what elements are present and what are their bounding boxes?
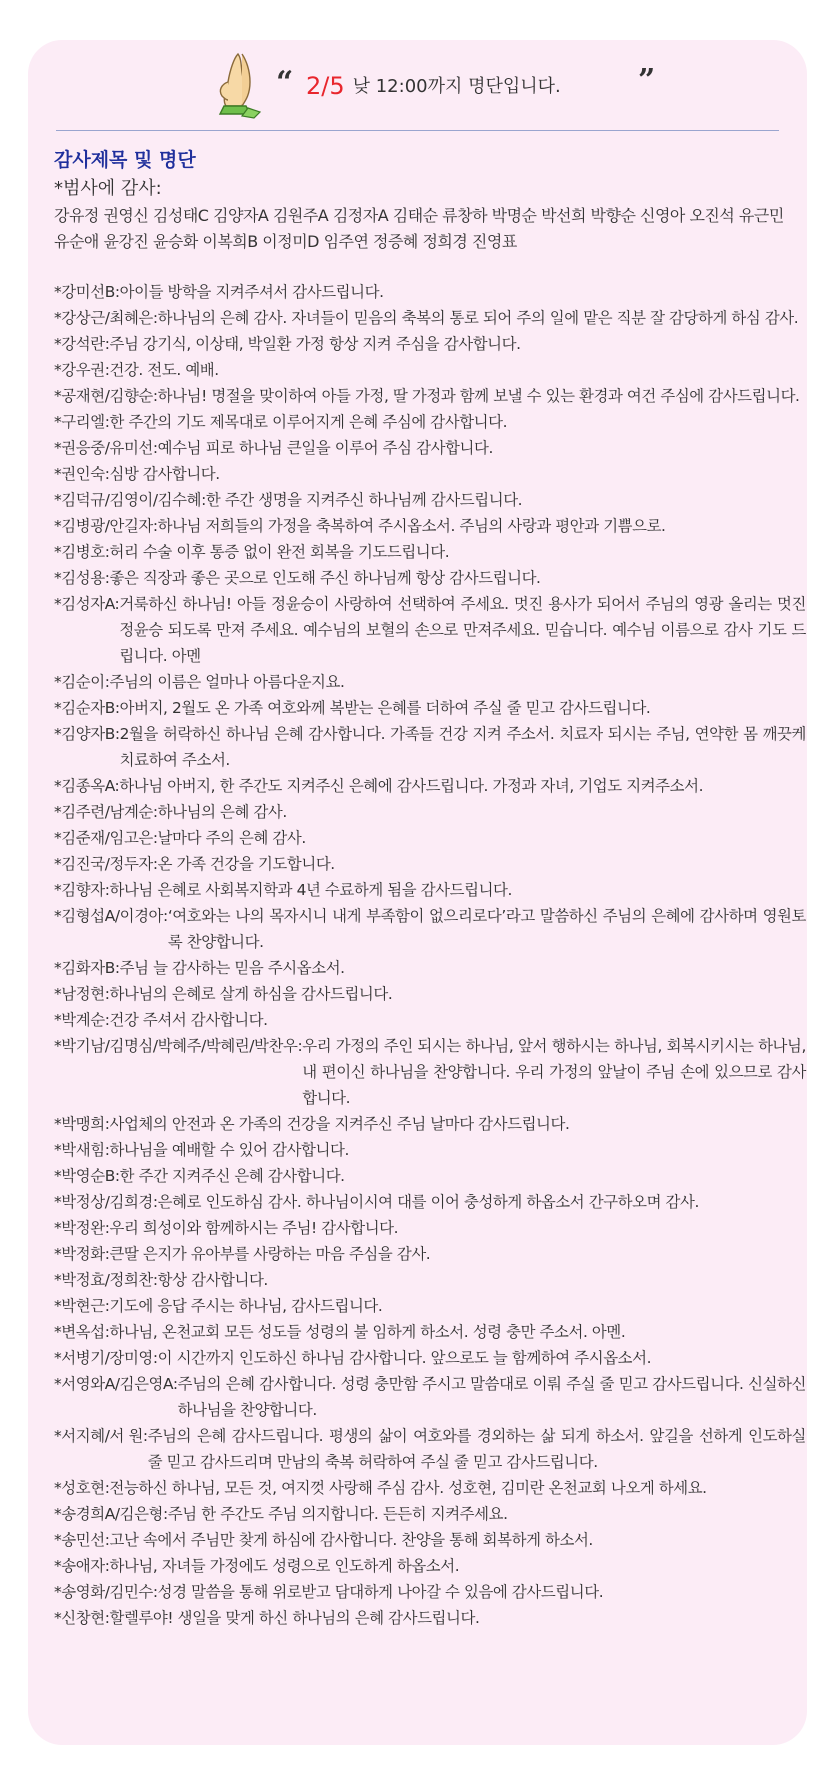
thanks-entry xyxy=(54,591,806,669)
thanks-entry xyxy=(54,1293,806,1319)
thanks-entry xyxy=(54,1553,806,1579)
entry-message: ‘여호와는 나의 목자시니 내게 부족함이 없으리로다’라고 말씀하신 주님의 은혜에 감사하며 영원토록 찬양합니다. xyxy=(167,907,806,951)
entry-message: 건강. 전도. 예배. xyxy=(109,361,219,379)
thanks-entry-list xyxy=(54,279,806,1631)
entry-message: 큰딸 은지가 유아부를 사랑하는 마음 주심을 감사. xyxy=(109,1245,431,1263)
entry-names: *공재현/김향순: xyxy=(54,387,158,405)
thanks-entry xyxy=(54,539,806,565)
entry-names: *변옥섭: xyxy=(54,1323,110,1341)
entry-names: *김형섭A/이경아: xyxy=(54,907,168,925)
names-line: 유순애 윤강진 윤승화 이복희B 이정미D 임주연 정증혜 정희경 진영표 xyxy=(54,232,517,251)
thanks-entry xyxy=(54,1189,806,1215)
entry-message: 주님 한 주간도 주님 의지합니다. 든든히 지켜주세요. xyxy=(167,1505,508,1523)
entry-message: 전능하신 하나님, 모든 것, 여지껏 사랑해 주심 감사. 성호현, 김미란 온천교회 나오게 하세요. xyxy=(109,1479,707,1497)
entry-names: *권응중/유미선: xyxy=(54,439,158,457)
entry-message: 예수님 피로 하나님 큰일을 이루어 주심 감사합니다. xyxy=(157,439,493,457)
general-thanks-names xyxy=(54,203,806,255)
open-quote: “ xyxy=(276,65,294,100)
entry-names: *김성자A: xyxy=(54,595,120,613)
entry-names: *박현근: xyxy=(54,1297,110,1315)
thanks-entry xyxy=(54,435,806,461)
entry-names: *송민선: xyxy=(54,1531,110,1549)
thanks-entry xyxy=(54,721,806,773)
entry-names: *구리엘: xyxy=(54,413,110,431)
header-date: 2/5 xyxy=(306,72,345,100)
entry-names: *권인숙: xyxy=(54,465,110,483)
header xyxy=(28,40,807,120)
entry-names: *박새힘: xyxy=(54,1141,110,1159)
entry-message: 은혜로 인도하심 감사. 하나님이시여 대를 이어 충성하게 하옵소서 간구하오며 감사. xyxy=(157,1193,699,1211)
entry-message: 하나님 저희들의 가정을 축복하여 주시옵소서. 주님의 사랑과 평안과 기쁨으로. xyxy=(157,517,666,535)
entry-message: 아버지, 2월도 온 가족 여호와께 복받는 은혜를 더하여 주실 줄 믿고 감사드립니다. xyxy=(119,699,651,717)
thanks-entry xyxy=(54,1111,806,1137)
header-notice xyxy=(306,72,561,100)
entry-message: 하나님의 은혜로 살게 하심을 감사드립니다. xyxy=(109,985,393,1003)
thanks-entry xyxy=(54,383,806,409)
entry-names: *박영순B: xyxy=(54,1167,120,1185)
thanks-entry xyxy=(54,1579,806,1605)
thanks-entry xyxy=(54,669,806,695)
thanks-entry xyxy=(54,1319,806,1345)
entry-message: 주님 늘 감사하는 믿음 주시옵소서. xyxy=(119,959,345,977)
entry-names: *강우권: xyxy=(54,361,110,379)
prayer-list-card xyxy=(28,40,807,1745)
entry-names: *강석란: xyxy=(54,335,110,353)
entry-names: *박기남/김명심/박혜주/박혜린/박찬우: xyxy=(54,1037,303,1055)
entry-message: 우리 희성이와 함께하시는 주님! 감사합니다. xyxy=(109,1219,399,1237)
praying-hands-icon xyxy=(208,48,272,120)
entry-names: *박계순: xyxy=(54,1011,110,1029)
entry-names: *박정상/김희경: xyxy=(54,1193,158,1211)
entry-message: 날마다 주의 은혜 감사. xyxy=(157,829,306,847)
entry-names: *강미선B: xyxy=(54,283,120,301)
entry-message: 아이들 방학을 지켜주셔서 감사드립니다. xyxy=(119,283,384,301)
entry-names: *박정완: xyxy=(54,1219,110,1237)
thanks-entry xyxy=(54,695,806,721)
section-title: 감사제목 및 명단 xyxy=(54,149,196,171)
thanks-entry xyxy=(54,1033,806,1111)
entry-message: 한 주간 생명을 지켜주신 하나님께 감사드립니다. xyxy=(205,491,523,509)
thanks-entry xyxy=(54,981,806,1007)
entry-names: *박정효/정희찬: xyxy=(54,1271,158,1289)
thanks-entry xyxy=(54,357,806,383)
thanks-entry xyxy=(54,513,806,539)
entry-message: 주님의 은혜 감사드립니다. 평생의 삶이 여호와를 경외하는 삶 되게 하소서. 앞길을 선하게 인도하실 줄 믿고 감사드리며 만남의 축복 허락하여 주실 줄 믿고 감사드립니다. xyxy=(147,1427,806,1471)
entry-names: *남정현: xyxy=(54,985,110,1003)
entry-message: 주님의 이름은 얼마나 아름다운지요. xyxy=(109,673,345,691)
entry-message: 사업체의 안전과 온 가족의 건강을 지켜주신 주님 날마다 감사드립니다. xyxy=(109,1115,570,1133)
thanks-entry xyxy=(54,1527,806,1553)
thanks-entry xyxy=(54,1475,806,1501)
entry-names: *박정화: xyxy=(54,1245,110,1263)
thanks-entry xyxy=(54,773,806,799)
entry-names: *김순이: xyxy=(54,673,110,691)
entry-names: *김병광/안길자: xyxy=(54,517,158,535)
entry-message: 허리 수술 이후 통증 없이 완전 회복을 기도드립니다. xyxy=(109,543,450,561)
entry-message: 좋은 직장과 좋은 곳으로 인도해 주신 하나님께 항상 감사드립니다. xyxy=(109,569,541,587)
entry-message: 심방 감사합니다. xyxy=(109,465,220,483)
entry-message: 2월을 허락하신 하나님 은혜 감사합니다. 가족들 건강 지켜 주소서. 치료자 되시는 주님, 연약한 몸 깨끗케 치료하여 주소서. xyxy=(119,725,806,769)
entry-message: 주님 강기식, 이상태, 박일환 가정 항상 지켜 주심을 감사합니다. xyxy=(109,335,521,353)
entry-names: *김준재/임고은: xyxy=(54,829,158,847)
entry-names: *서지혜/서 원: xyxy=(54,1427,148,1445)
entry-message: 하나님 아버지, 한 주간도 지켜주신 은혜에 감사드립니다. 가정과 자녀, 기업도 지켜주소서. xyxy=(119,777,704,795)
entry-message: 거룩하신 하나님! 아들 정윤승이 사랑하여 선택하여 주세요. 멋진 용사가 되어서 주님의 영광 올리는 멋진 정윤승 되도록 만져 주세요. 예수님의 보혈의 손으로 만져주세요. 믿습니다. 예수님 이름으로 감사 기도 드립니다. 아멘 xyxy=(119,595,806,665)
thanks-entry xyxy=(54,1501,806,1527)
entry-message: 온 가족 건강을 기도합니다. xyxy=(157,855,335,873)
thanks-entry xyxy=(54,851,806,877)
entry-message: 항상 감사합니다. xyxy=(157,1271,268,1289)
general-thanks-label: *범사에 감사: xyxy=(54,178,162,199)
thanks-entry xyxy=(54,903,806,955)
thanks-entry xyxy=(54,1137,806,1163)
entry-names: *김화자B: xyxy=(54,959,120,977)
entry-message: 하나님! 명절을 맞이하여 아들 가정, 딸 가정과 함께 보낼 수 있는 환경과 여건 주심에 감사드립니다. xyxy=(157,387,800,405)
thanks-entry xyxy=(54,1215,806,1241)
entry-names: *송애자: xyxy=(54,1557,110,1575)
entry-names: *김순자B: xyxy=(54,699,120,717)
entry-names: *서영와A/김은영A: xyxy=(54,1375,178,1393)
thanks-entry xyxy=(54,1423,806,1475)
entry-names: *박맹희: xyxy=(54,1115,110,1133)
thanks-entry xyxy=(54,461,806,487)
entry-names: *김향자: xyxy=(54,881,110,899)
thanks-entry xyxy=(54,305,806,331)
header-notice-text: 낮 12:00까지 명단입니다. xyxy=(352,76,561,97)
entry-names: *김양자B: xyxy=(54,725,120,743)
entry-message: 우리 가정의 주인 되시는 하나님, 앞서 행하시는 하나님, 회복시키시는 하나님, 내 편이신 하나님을 찬양합니다. 우리 가정의 앞날이 주님 손에 있으므로 감사합니다. xyxy=(302,1037,806,1107)
names-line: 강유정 권영신 김성태C 김양자A 김원주A 김정자A 김태순 류창하 박명순 박선희 박향순 신영아 오진석 유근민 xyxy=(54,206,784,225)
entry-message: 하나님, 자녀들 가정에도 성령으로 인도하게 하옵소서. xyxy=(109,1557,460,1575)
thanks-entry xyxy=(54,279,806,305)
thanks-entry xyxy=(54,825,806,851)
thanks-entry xyxy=(54,409,806,435)
thanks-entry xyxy=(54,331,806,357)
thanks-entry xyxy=(54,1241,806,1267)
entry-names: *신창현: xyxy=(54,1609,110,1627)
entry-names: *김병호: xyxy=(54,543,110,561)
entry-message: 하나님 은혜로 사회복지학과 4년 수료하게 됨을 감사드립니다. xyxy=(109,881,513,899)
thanks-entry xyxy=(54,1345,806,1371)
entry-message: 하나님의 은혜 감사. xyxy=(157,803,287,821)
close-quote: ” xyxy=(638,63,656,98)
entry-message: 기도에 응답 주시는 하나님, 감사드립니다. xyxy=(109,1297,383,1315)
entry-names: *서병기/장미영: xyxy=(54,1349,158,1367)
entry-message: 성경 말씀을 통해 위로받고 담대하게 나아갈 수 있음에 감사드립니다. xyxy=(157,1583,604,1601)
thanks-entry xyxy=(54,1163,806,1189)
entry-names: *성호현: xyxy=(54,1479,110,1497)
entry-message: 하나님을 예배할 수 있어 감사합니다. xyxy=(109,1141,349,1159)
entry-message: 건강 주셔서 감사합니다. xyxy=(109,1011,268,1029)
entry-message: 한 주간 지켜주신 은혜 감사합니다. xyxy=(119,1167,345,1185)
entry-names: *송영화/김민수: xyxy=(54,1583,158,1601)
entry-names: *김주련/남계순: xyxy=(54,803,158,821)
entry-names: *김덕규/김영이/김수혜: xyxy=(54,491,206,509)
entry-names: *김종옥A: xyxy=(54,777,120,795)
content xyxy=(54,145,806,1631)
entry-message: 할렐루야! 생일을 맞게 하신 하나님의 은혜 감사드립니다. xyxy=(109,1609,480,1627)
thanks-entry xyxy=(54,1007,806,1033)
entry-message: 이 시간까지 인도하신 하나님 감사합니다. 앞으로도 늘 함께하여 주시옵소서. xyxy=(157,1349,652,1367)
thanks-entry xyxy=(54,877,806,903)
thanks-entry xyxy=(54,1371,806,1423)
entry-names: *김성용: xyxy=(54,569,110,587)
entry-names: *송경희A/김은형: xyxy=(54,1505,168,1523)
thanks-entry xyxy=(54,1267,806,1293)
thanks-entry xyxy=(54,1605,806,1631)
entry-message: 고난 속에서 주님만 찾게 하심에 감사합니다. 찬양을 통해 회복하게 하소서. xyxy=(109,1531,593,1549)
entry-message: 하나님의 은혜 감사. 자녀들이 믿음의 축복의 통로 되어 주의 일에 맡은 직분 잘 감당하게 하심 감사. xyxy=(157,309,799,327)
thanks-entry xyxy=(54,487,806,513)
entry-names: *김진국/정두자: xyxy=(54,855,158,873)
thanks-entry xyxy=(54,799,806,825)
entry-names: *강상근/최혜은: xyxy=(54,309,158,327)
entry-message: 한 주간의 기도 제목대로 이루어지게 은혜 주심에 감사합니다. xyxy=(109,413,508,431)
thanks-entry xyxy=(54,565,806,591)
entry-message: 주님의 은혜 감사합니다. 성령 충만함 주시고 말씀대로 이뤄 주실 줄 믿고 감사드립니다. 신실하신 하나님을 찬양합니다. xyxy=(177,1375,806,1419)
thanks-entry xyxy=(54,955,806,981)
header-divider xyxy=(56,130,779,131)
entry-message: 하나님, 온천교회 모든 성도들 성령의 불 임하게 하소서. 성령 충만 주소서. 아멘. xyxy=(109,1323,626,1341)
